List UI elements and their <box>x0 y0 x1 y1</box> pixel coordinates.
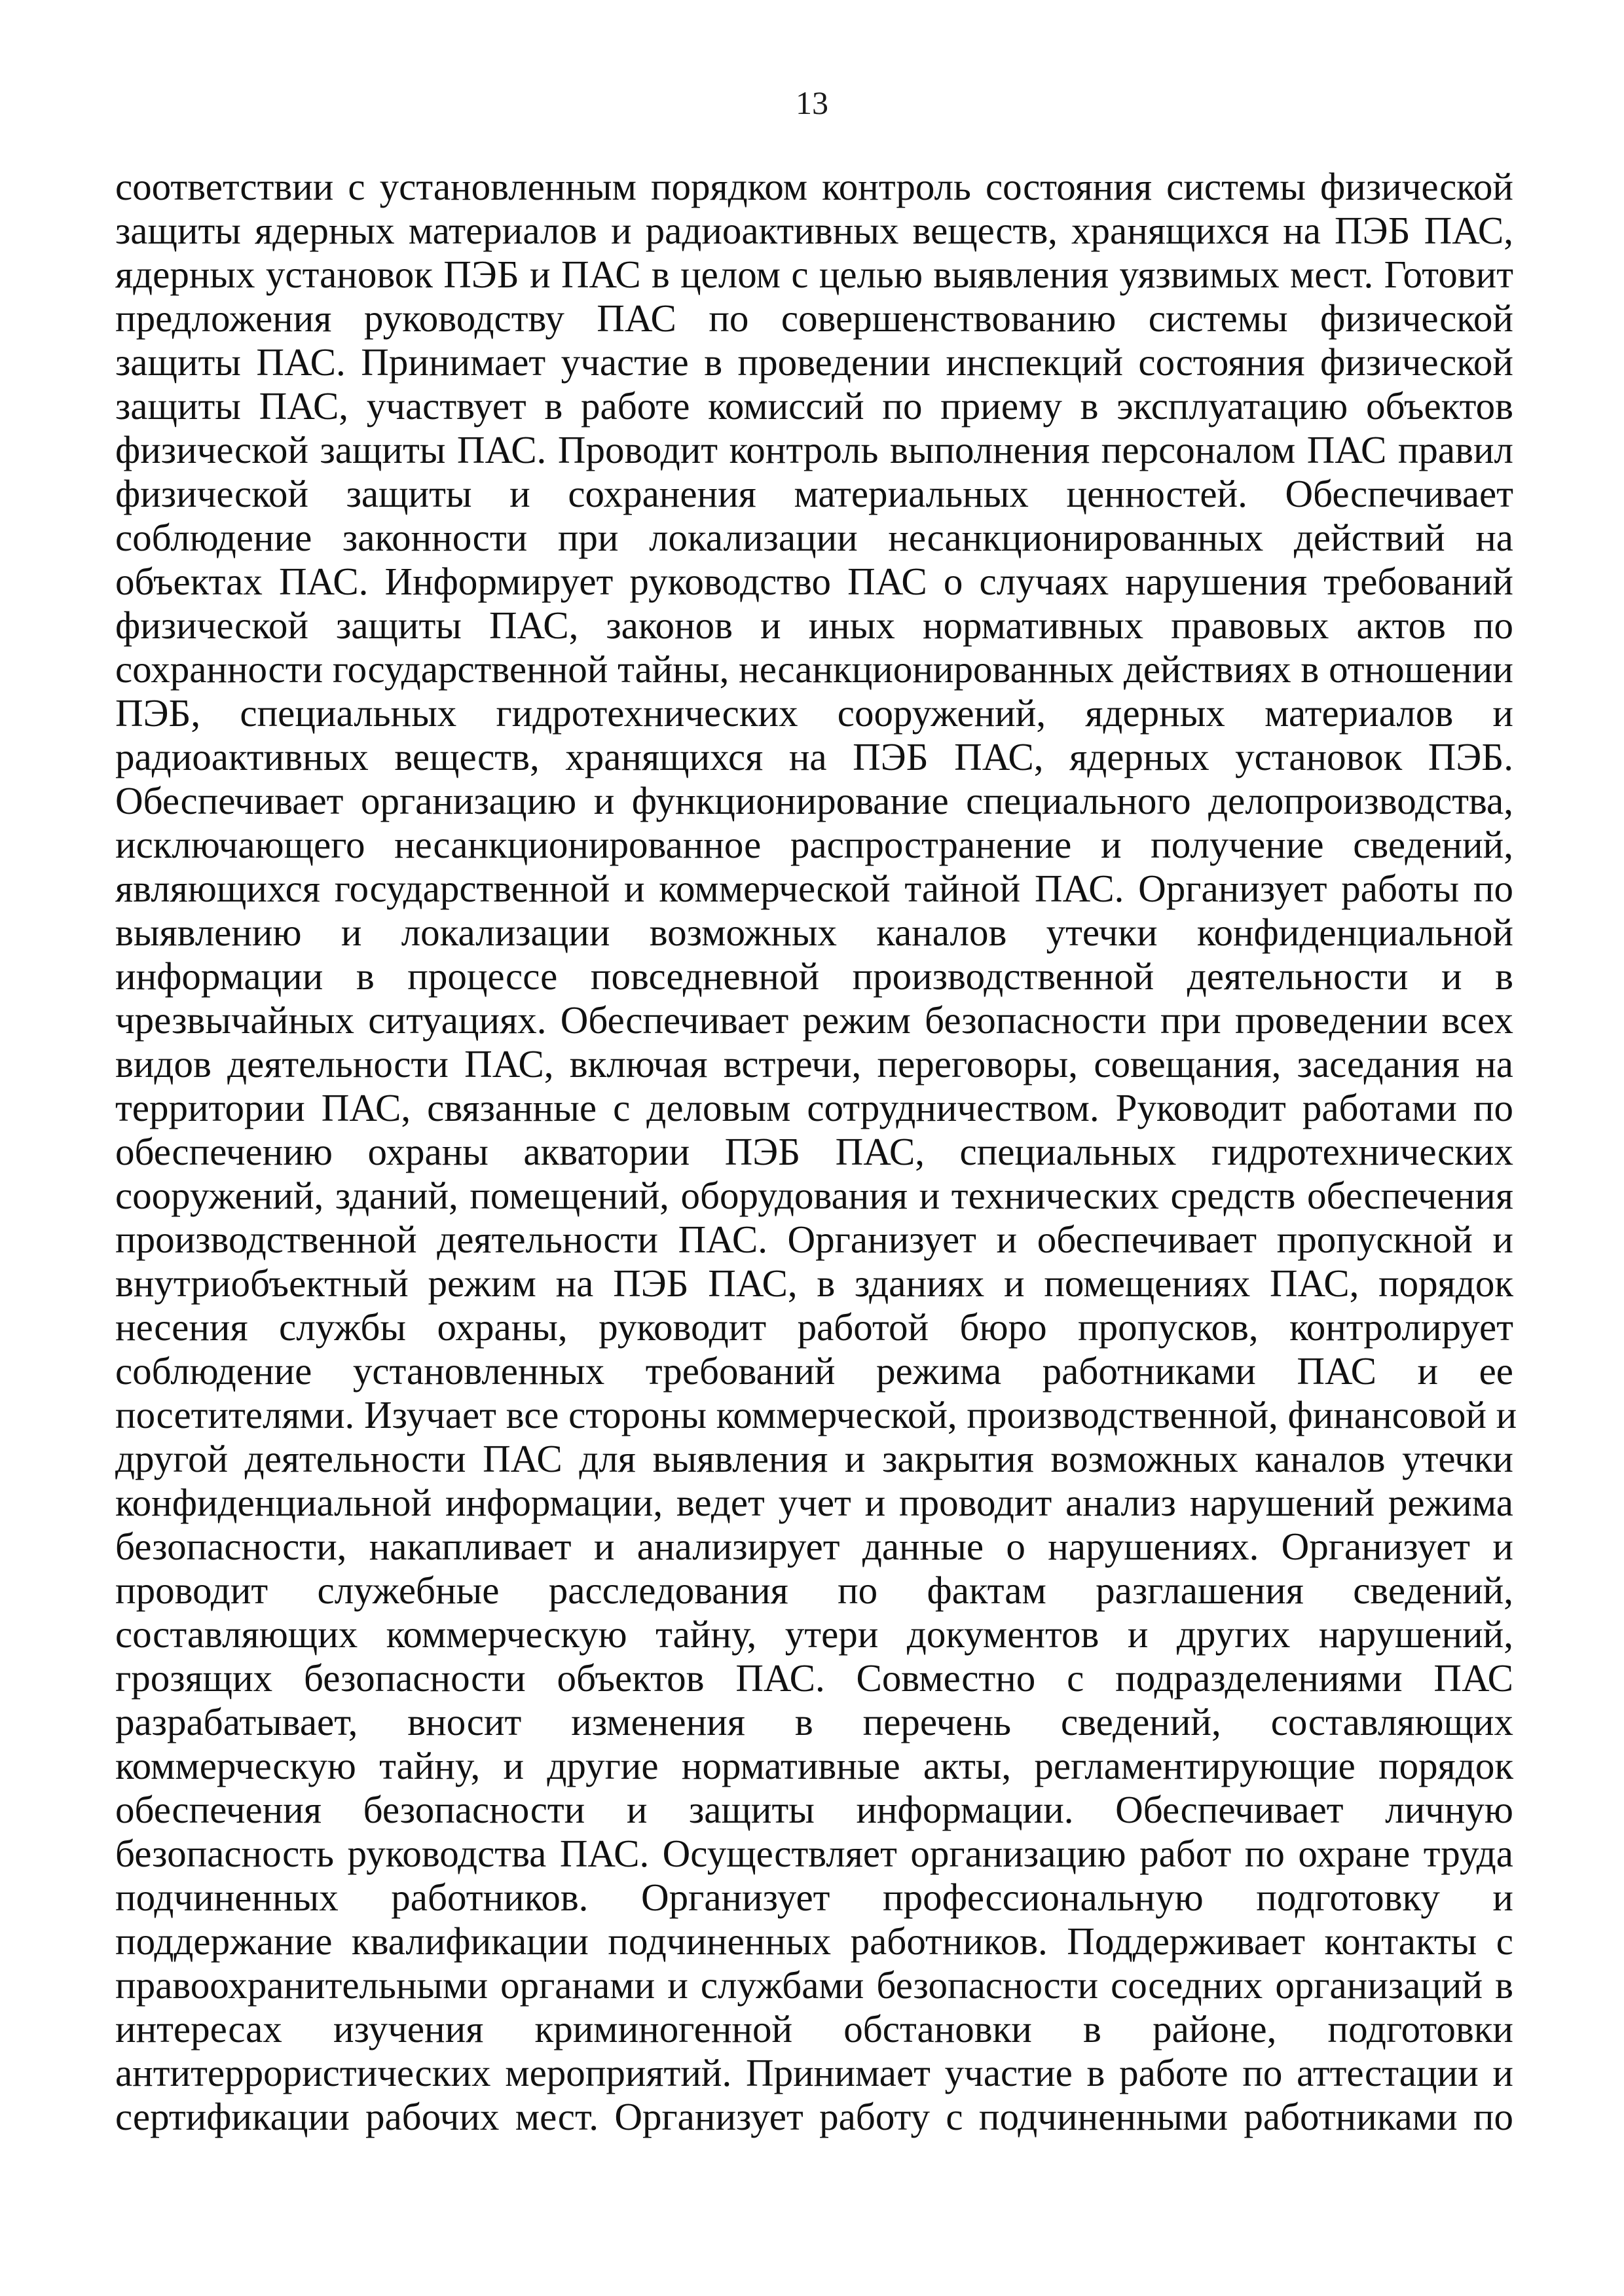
text-line: соответствии с установленным порядком контроль состояния системы физической <box>115 165 1513 208</box>
text-line: грозящих безопасности объектов ПАС. Совместно с подразделениями ПАС <box>115 1656 1513 1700</box>
text-line: правоохранительными органами и службами безопасности соседних организаций в <box>115 1963 1513 2007</box>
text-line: антитеррористических мероприятий. Принимает участие в работе по аттестации и <box>115 2051 1513 2094</box>
text-line: объектах ПАС. Информирует руководство ПАС о случаях нарушения требований <box>115 560 1513 603</box>
text-line: сертификации рабочих мест. Организует работу с подчиненными работниками по <box>115 2095 1513 2138</box>
text-line: безопасности, накапливает и анализирует данные о нарушениях. Организует и <box>115 1525 1513 1568</box>
text-line: исключающего несанкционированное распространение и получение сведений, <box>115 823 1513 866</box>
text-line: интересах изучения криминогенной обстановки в районе, подготовки <box>115 2007 1513 2050</box>
text-line: обеспечения безопасности и защиты информации. Обеспечивает личную <box>115 1788 1513 1831</box>
text-line: защиты ПАС. Принимает участие в проведении инспекций состояния физической <box>115 340 1513 384</box>
text-line: физической защиты и сохранения материальных ценностей. Обеспечивает <box>115 472 1513 515</box>
text-line: соблюдение установленных требований режима работниками ПАС и ее <box>115 1349 1513 1393</box>
text-line: поддержание квалификации подчиненных работников. Поддерживает контакты с <box>115 1920 1513 1963</box>
text-line: проводит служебные расследования по фактам разглашения сведений, <box>115 1569 1513 1612</box>
text-line: производственной деятельности ПАС. Организует и обеспечивает пропускной и <box>115 1218 1513 1261</box>
text-line: видов деятельности ПАС, включая встречи, переговоры, совещания, заседания на <box>115 1042 1513 1085</box>
text-line: являющихся государственной и коммерческой тайной ПАС. Организует работы по <box>115 867 1513 910</box>
text-line: соблюдение законности при локализации несанкционированных действий на <box>115 516 1513 559</box>
text-line: Обеспечивает организацию и функционирование специального делопроизводства, <box>115 779 1513 822</box>
text-line: защиты ПАС, участвует в работе комиссий по приему в эксплуатацию объектов <box>115 384 1513 428</box>
text-line: составляющих коммерческую тайну, утери документов и других нарушений, <box>115 1613 1513 1656</box>
text-line: внутриобъектный режим на ПЭБ ПАС, в зданиях и помещениях ПАС, порядок <box>115 1262 1513 1305</box>
page-number: 13 <box>796 84 828 121</box>
text-line: разрабатывает, вносит изменения в перечень сведений, составляющих <box>115 1700 1513 1743</box>
text-line: выявлению и локализации возможных каналов утечки конфиденциальной <box>115 911 1513 954</box>
text-line: физической защиты ПАС. Проводит контроль выполнения персоналом ПАС правил <box>115 428 1513 471</box>
text-line: несения службы охраны, руководит работой бюро пропусков, контролирует <box>115 1305 1513 1349</box>
text-line: ядерных установок ПЭБ и ПАС в целом с целью выявления уязвимых мест. Готовит <box>115 253 1513 296</box>
text-line: чрезвычайных ситуациях. Обеспечивает режим безопасности при проведении всех <box>115 998 1513 1042</box>
text-line: безопасность руководства ПАС. Осуществляет организацию работ по охране труда <box>115 1832 1513 1875</box>
text-line: сооружений, зданий, помещений, оборудования и технических средств обеспечения <box>115 1174 1513 1217</box>
text-line: ПЭБ, специальных гидротехнических сооружений, ядерных материалов и <box>115 691 1513 735</box>
text-line: посетителями. Изучает все стороны коммерческой, производственной, финансовой и <box>115 1393 1517 1436</box>
text-line: обеспечению охраны акватории ПЭБ ПАС, специальных гидротехнических <box>115 1130 1513 1173</box>
text-line: предложения руководству ПАС по совершенствованию системы физической <box>115 297 1513 340</box>
text-line: сохранности государственной тайны, несанкционированных действиях в отношении <box>115 647 1513 691</box>
body-text <box>115 165 1517 2139</box>
text-line: физической защиты ПАС, законов и иных нормативных правовых актов по <box>115 604 1513 647</box>
text-line: защиты ядерных материалов и радиоактивных веществ, хранящихся на ПЭБ ПАС, <box>115 209 1513 252</box>
text-line: информации в процессе повседневной производственной деятельности и в <box>115 955 1513 998</box>
text-line: конфиденциальной информации, ведет учет и проводит анализ нарушений режима <box>115 1481 1513 1524</box>
text-line: коммерческую тайну, и другие нормативные акты, регламентирующие порядок <box>115 1744 1513 1787</box>
text-line: радиоактивных веществ, хранящихся на ПЭБ ПАС, ядерных установок ПЭБ. <box>115 735 1513 778</box>
text-line: другой деятельности ПАС для выявления и закрытия возможных каналов утечки <box>115 1437 1513 1480</box>
text-line: территории ПАС, связанные с деловым сотрудничеством. Руководит работами по <box>115 1086 1513 1129</box>
text-line: подчиненных работников. Организует профессиональную подготовку и <box>115 1876 1513 1919</box>
